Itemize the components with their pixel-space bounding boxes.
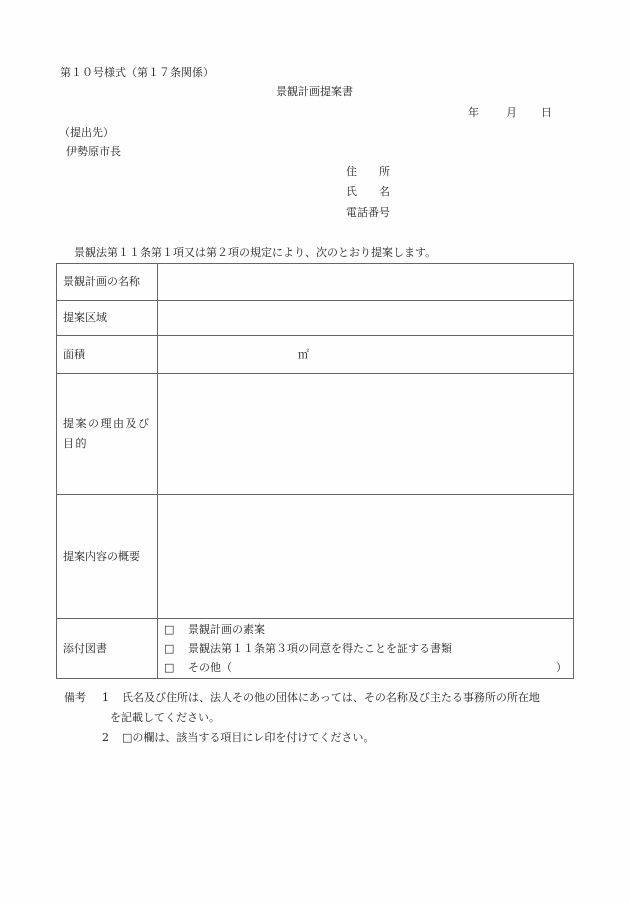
table-row — [57, 336, 574, 374]
proposal-area-label: 提案区域 — [57, 301, 158, 336]
content-summary-field[interactable] — [158, 495, 574, 619]
document-title: 景観計画提案書 — [276, 85, 353, 98]
attachment-draft-plan: □ 景観計画の素案 — [164, 620, 567, 639]
area-size-field[interactable] — [158, 336, 574, 374]
attachment-consent-document: □ 景観法第１１条第３項の同意を得たことを証する書類 — [164, 639, 567, 658]
recipient-name: 伊勢原市長 — [66, 145, 121, 158]
attachments-label: 添付図書 — [57, 619, 158, 679]
recipient-label: （提出先） — [59, 126, 114, 139]
form-number: 第１０号様式（第１７条関係） — [60, 66, 214, 79]
note-continuation: を記載してください。 — [110, 711, 220, 724]
checkbox-icon[interactable]: □ — [164, 623, 175, 636]
content-summary-label: 提案内容の概要 — [57, 495, 158, 619]
table-row — [57, 301, 574, 336]
proposal-table — [56, 263, 574, 679]
attachment-other: □ その他（ ） — [164, 658, 567, 677]
reason-purpose-label: 提案の理由及び目的 — [57, 374, 158, 495]
table-row — [57, 264, 574, 301]
date-year-label: 年 — [468, 106, 479, 119]
attachments-cell — [158, 619, 574, 679]
area-size-label: 面積 — [57, 336, 158, 374]
reason-purpose-field[interactable] — [158, 374, 574, 495]
note-number: 2 — [102, 731, 109, 744]
notes-section — [64, 688, 584, 748]
table-row — [57, 619, 574, 679]
notes-heading: 備考 — [64, 691, 86, 704]
applicant-phone-label: 電話番号 — [346, 206, 390, 219]
plan-name-field[interactable] — [158, 264, 574, 301]
note-number: 1 — [102, 691, 109, 704]
proposal-area-field[interactable] — [158, 301, 574, 336]
note-text: 氏名及び住所は、法人その他の団体にあっては、その名称及び主たる事務所の所在地 — [122, 691, 540, 704]
date-day-label: 日 — [541, 106, 552, 119]
note-item — [64, 728, 584, 748]
intro-text: 景観法第１１条第１項又は第２項の規定により、次のとおり提案します。 — [74, 246, 437, 259]
plan-name-label: 景観計画の名称 — [57, 264, 158, 301]
note-item — [64, 688, 584, 728]
table-row — [57, 374, 574, 495]
applicant-address-label: 住 所 — [346, 165, 390, 178]
note-text: □の欄は、該当する項目にレ印を付けてください。 — [122, 731, 375, 744]
checkbox-icon[interactable]: □ — [164, 661, 175, 674]
table-row — [57, 495, 574, 619]
date-month-label: 月 — [506, 106, 517, 119]
square-meter-unit: ㎡ — [298, 347, 309, 361]
applicant-name-label: 氏 名 — [346, 185, 390, 198]
other-close-paren: ） — [556, 661, 567, 674]
checkbox-icon[interactable]: □ — [164, 642, 175, 655]
